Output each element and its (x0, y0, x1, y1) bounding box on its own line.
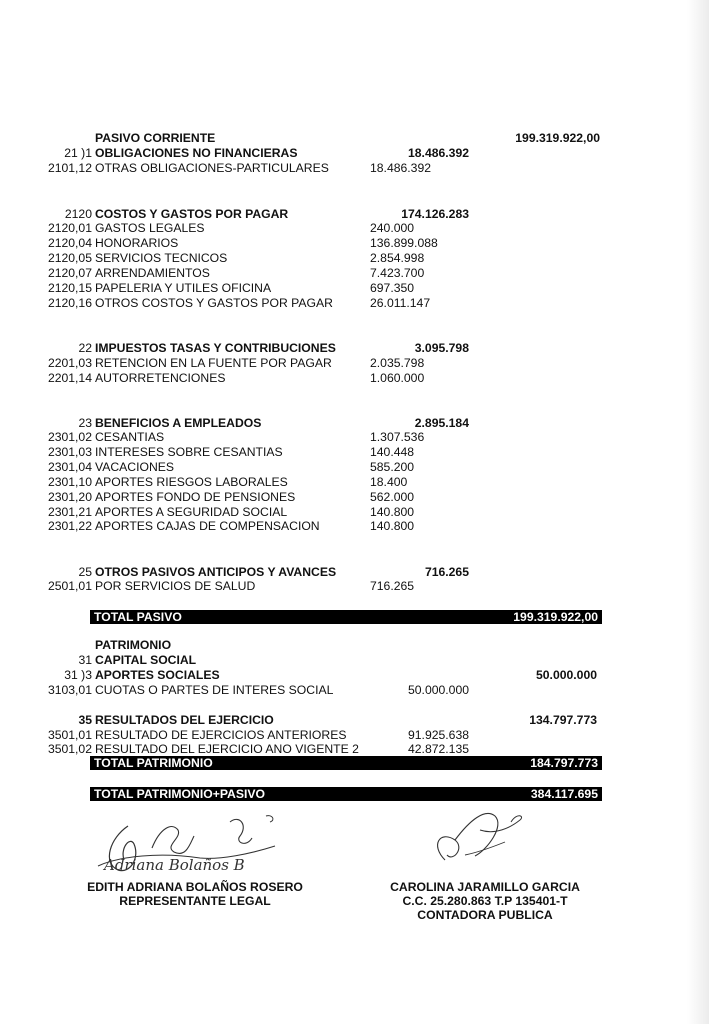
total-patrimonio-label: TOTAL PATRIMONIO (94, 756, 213, 770)
account-name: ARRENDAMIENTOS (95, 266, 210, 280)
account-value: 697.350 (370, 281, 415, 295)
account-name: RESULTADO DE EJERCICIOS ANTERIORES (95, 728, 347, 742)
account-name: PAPELERIA Y UTILES OFICINA (95, 281, 272, 295)
account-name: HONORARIOS (95, 236, 179, 250)
account-name: SERVICIOS TECNICOS (95, 251, 228, 265)
group-title: IMPUESTOS TASAS Y CONTRIBUCIONES (95, 341, 336, 355)
account-code: 2201,03 (47, 356, 92, 370)
group-total: 174.126.283 (401, 207, 469, 221)
account-value: 50.000.000 (408, 683, 469, 697)
account-code: 2120,04 (47, 236, 92, 250)
group-total: 18.486.392 (408, 146, 469, 160)
account-code: 2501,01 (47, 579, 92, 593)
group-total: 50.000.000 (536, 668, 597, 682)
signer-left-role: REPRESENTANTE LEGAL (119, 894, 271, 908)
signature-left-handwriting (90, 808, 290, 883)
grand-total-value: 384.117.695 (530, 787, 598, 801)
account-name: GASTOS LEGALES (95, 221, 205, 235)
account-code: 2301,10 (47, 475, 92, 489)
account-name: OTROS COSTOS Y GASTOS POR PAGAR (95, 296, 333, 310)
total-patrimonio-bar (90, 756, 602, 770)
account-code: 2301,04 (47, 460, 92, 474)
account-name: OTRAS OBLIGACIONES-PARTICULARES (95, 161, 329, 175)
account-value: 140.800 (370, 519, 415, 533)
account-value: 2.854.998 (370, 251, 425, 265)
account-code: 31 (78, 653, 92, 667)
group-total: 134.797.773 (529, 713, 597, 727)
total-pasivo-label: TOTAL PASIVO (94, 610, 182, 624)
account-code: 2301,03 (47, 445, 92, 459)
account-code: 2101,12 (47, 161, 92, 175)
account-value: 26.011.147 (370, 296, 431, 310)
group-title: APORTES SOCIALES (95, 668, 220, 682)
account-name: RESULTADO DEL EJERCICIO ANO VIGENTE 2 (95, 742, 359, 756)
account-code: 22 (78, 341, 92, 355)
account-code: 2301,02 (47, 430, 92, 444)
account-value: 42.872.135 (408, 742, 469, 756)
account-code: 2120 (64, 207, 92, 221)
account-name: APORTES FONDO DE PENSIONES (95, 490, 296, 504)
total-patrimonio-value: 184.797.773 (530, 756, 598, 770)
account-name: CESANTIAS (95, 430, 165, 444)
account-name: APORTES CAJAS DE COMPENSACION (95, 519, 320, 533)
account-name: APORTES RIESGOS LABORALES (95, 475, 288, 489)
account-code: 2301,22 (47, 519, 92, 533)
account-code: 21 )1 (64, 146, 92, 160)
account-code: 3501,01 (47, 728, 92, 742)
section-title-patrimonio: PATRIMONIO (95, 638, 172, 652)
signer-left-name: EDITH ADRIANA BOLAÑOS ROSERO (87, 880, 303, 894)
page-edge-shadow (687, 0, 709, 1024)
account-code: 23 (78, 416, 92, 430)
account-code: 2201,14 (47, 371, 92, 385)
account-code: 35 (78, 713, 92, 727)
group-title: BENEFICIOS A EMPLEADOS (95, 416, 262, 430)
signer-right-role: CONTADORA PUBLICA (417, 908, 553, 922)
account-code: 3501,02 (47, 742, 92, 756)
account-name: APORTES A SEGURIDAD SOCIAL (95, 505, 288, 519)
account-value: 562.000 (370, 490, 415, 504)
grand-total-label: TOTAL PATRIMONIO+PASIVO (94, 787, 265, 801)
signer-right-id: C.C. 25.280.863 T.P 135401-T (402, 894, 568, 908)
group-total: 716.265 (424, 565, 469, 579)
group-total: 2.895.184 (414, 416, 469, 430)
account-value: 585.200 (370, 460, 415, 474)
account-code: 2120,05 (47, 251, 92, 265)
signature-right-handwriting (425, 800, 535, 880)
grand-total-bar (90, 787, 602, 801)
account-name: AUTORRETENCIONES (95, 371, 226, 385)
total-pasivo-bar (90, 610, 602, 624)
group-total: 3.095.798 (414, 341, 469, 355)
total-pasivo-value: 199.319.922,00 (513, 610, 598, 624)
account-code: 2120,07 (47, 266, 92, 280)
account-value: 240.000 (370, 221, 415, 235)
account-code: 2301,21 (47, 505, 92, 519)
account-name: POR SERVICIOS DE SALUD (95, 579, 256, 593)
section-title-pasivo-corriente: PASIVO CORRIENTE (95, 131, 216, 145)
signature-left-script: Adriana Bolaños B (104, 856, 245, 874)
account-name: VACACIONES (95, 460, 175, 474)
pasivo-corriente-total: 199.319.922,00 (515, 131, 600, 145)
account-value: 91.925.638 (408, 728, 469, 742)
account-name: RETENCION EN LA FUENTE POR PAGAR (95, 356, 332, 370)
account-value: 136.899.088 (370, 236, 438, 250)
group-title: RESULTADOS DEL EJERCICIO (95, 713, 274, 727)
account-code: 25 (78, 565, 92, 579)
group-title: OTROS PASIVOS ANTICIPOS Y AVANCES (95, 565, 337, 579)
account-code: 2120,16 (47, 296, 92, 310)
account-code: 31 )3 (64, 668, 92, 682)
account-code: 3103,01 (47, 683, 92, 697)
account-name: CUOTAS O PARTES DE INTERES SOCIAL (95, 683, 334, 697)
account-code: 2301,20 (47, 490, 92, 504)
account-value: 140.448 (370, 445, 415, 459)
account-value: 1.307.536 (370, 430, 425, 444)
account-value: 18.400 (370, 475, 408, 489)
account-value: 7.423.700 (370, 266, 425, 280)
account-code: 2120,01 (47, 221, 92, 235)
account-value: 18.486.392 (370, 161, 431, 175)
account-value: 2.035.798 (370, 356, 425, 370)
account-code: 2120,15 (47, 281, 92, 295)
group-title: OBLIGACIONES NO FINANCIERAS (95, 146, 298, 160)
group-title: CAPITAL SOCIAL (95, 653, 197, 667)
account-value: 716.265 (370, 579, 415, 593)
account-value: 1.060.000 (370, 371, 425, 385)
signer-right-name: CAROLINA JARAMILLO GARCIA (390, 880, 580, 894)
group-title: COSTOS Y GASTOS POR PAGAR (95, 207, 289, 221)
account-value: 140.800 (370, 505, 415, 519)
account-name: INTERESES SOBRE CESANTIAS (95, 445, 283, 459)
